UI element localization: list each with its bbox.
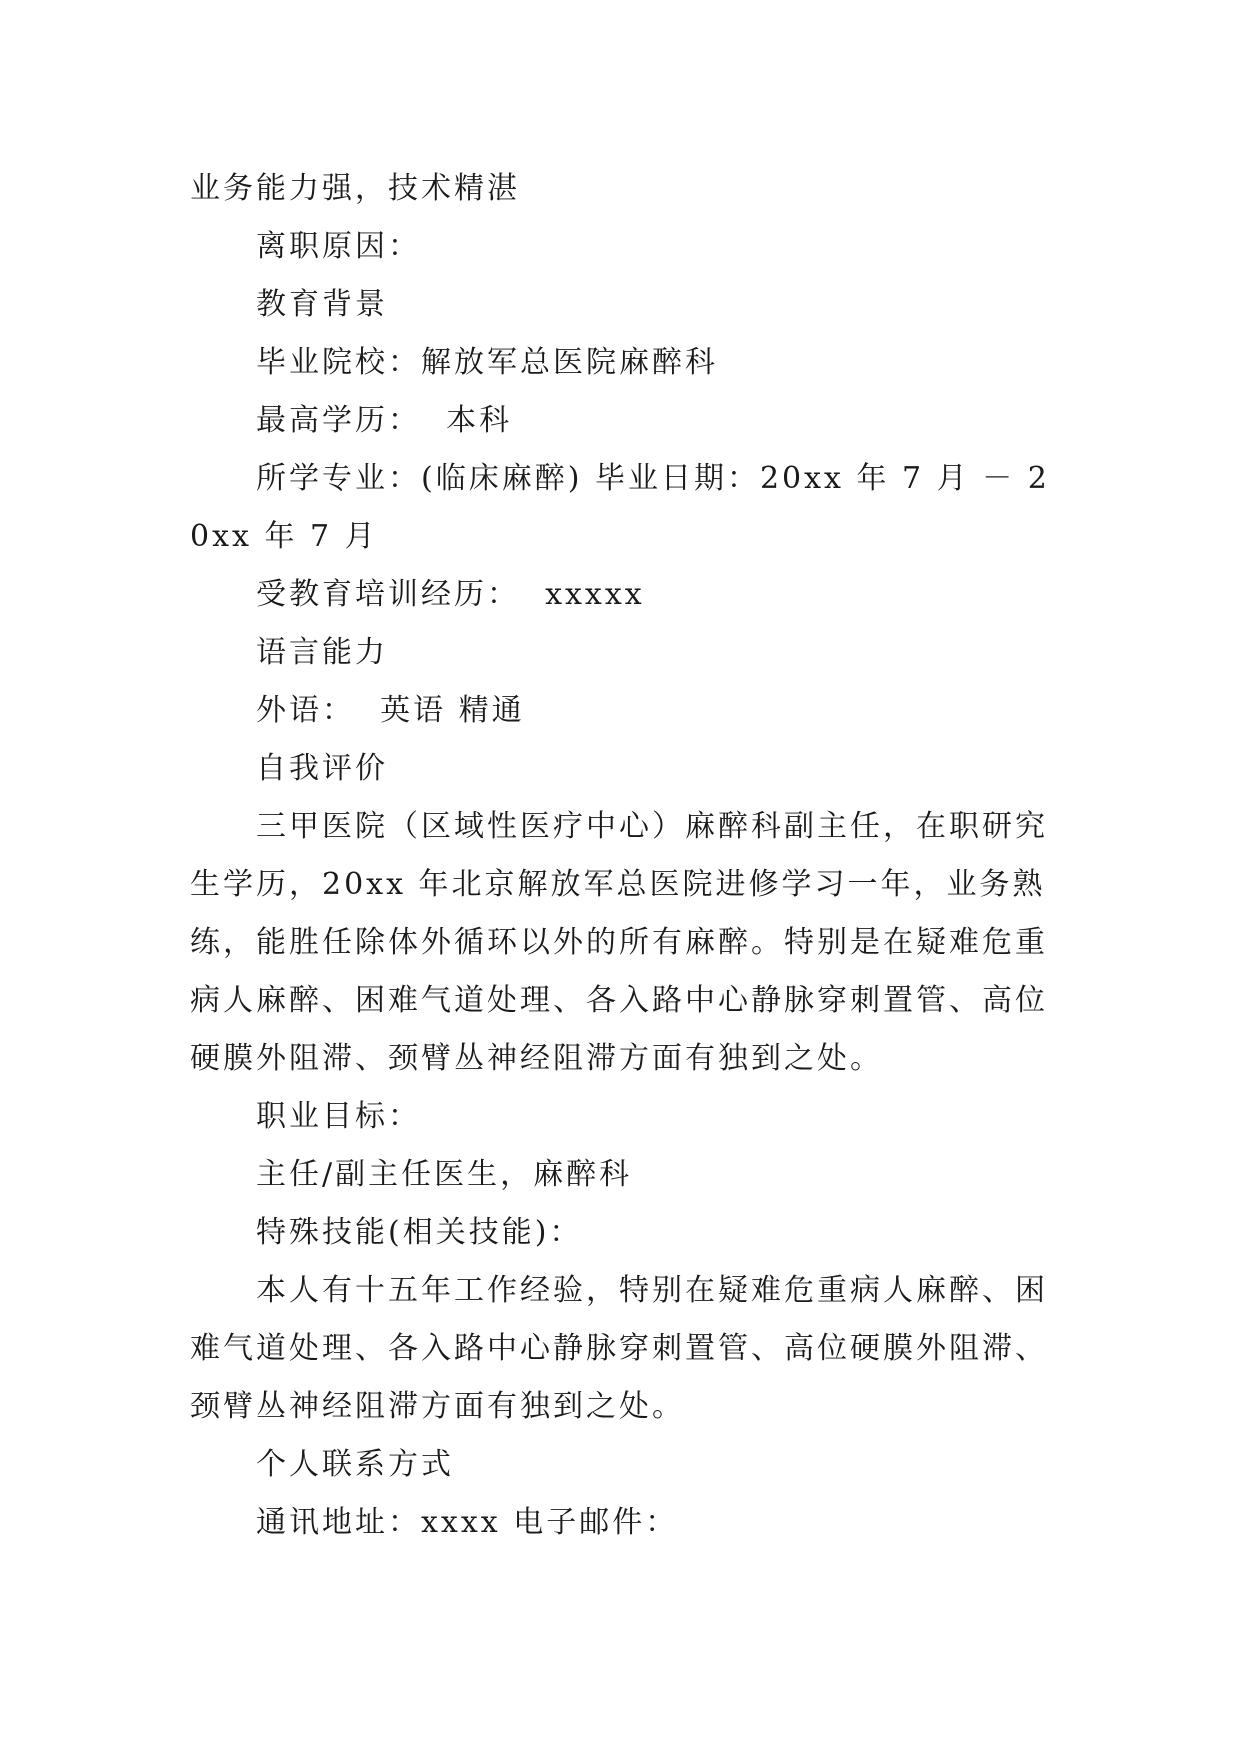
para-special-skills: 本人有十五年工作经验，特别在疑难危重病人麻醉、困难气道处理、各入路中心静脉穿刺置管、高位硬膜外阻滞、颈臂丛神经阻滞方面有独到之处。 bbox=[190, 1273, 1048, 1424]
para-highest-degree: 最高学历： 本科 bbox=[256, 403, 513, 438]
section-heading-self-evaluation: 自我评价 bbox=[256, 751, 388, 786]
section-heading-contact: 个人联系方式 bbox=[256, 1447, 454, 1482]
section-heading-language: 语言能力 bbox=[256, 635, 388, 670]
para-major-and-dates: 所学专业：(临床麻醉) 毕业日期：20xx 年 7 月 － 20xx 年 7 月 bbox=[190, 461, 1050, 554]
para-graduate-school: 毕业院校：解放军总医院麻醉科 bbox=[256, 345, 718, 380]
para-foreign-language: 外语： 英语 精通 bbox=[256, 693, 525, 728]
section-heading-special-skills: 特殊技能(相关技能)： bbox=[256, 1215, 583, 1250]
para-contact-details: 通讯地址：xxxx 电子邮件： bbox=[256, 1505, 679, 1540]
para-skills-summary: 业务能力强，技术精湛 bbox=[190, 171, 520, 206]
para-leaving-reason: 离职原因： bbox=[256, 229, 421, 264]
para-self-evaluation: 三甲医院（区域性医疗中心）麻醉科副主任，在职研究生学历，20xx 年北京解放军总医院进修学习一年，业务熟练，能胜任除体外循环以外的所有麻醉。特别是在疑难危重病人麻醉、困难气道处理、各入路中心静脉穿刺置管、高位硬膜外阻滞、颈臂丛神经阻滞方面有独到之处。 bbox=[190, 809, 1048, 1076]
section-heading-career-goal: 职业目标： bbox=[256, 1099, 421, 1134]
para-training-history: 受教育培训经历： xxxxx bbox=[256, 577, 645, 612]
section-heading-education: 教育背景 bbox=[256, 287, 388, 322]
para-career-goal: 主任/副主任医生，麻醉科 bbox=[256, 1157, 633, 1192]
resume-body bbox=[190, 160, 1050, 1552]
